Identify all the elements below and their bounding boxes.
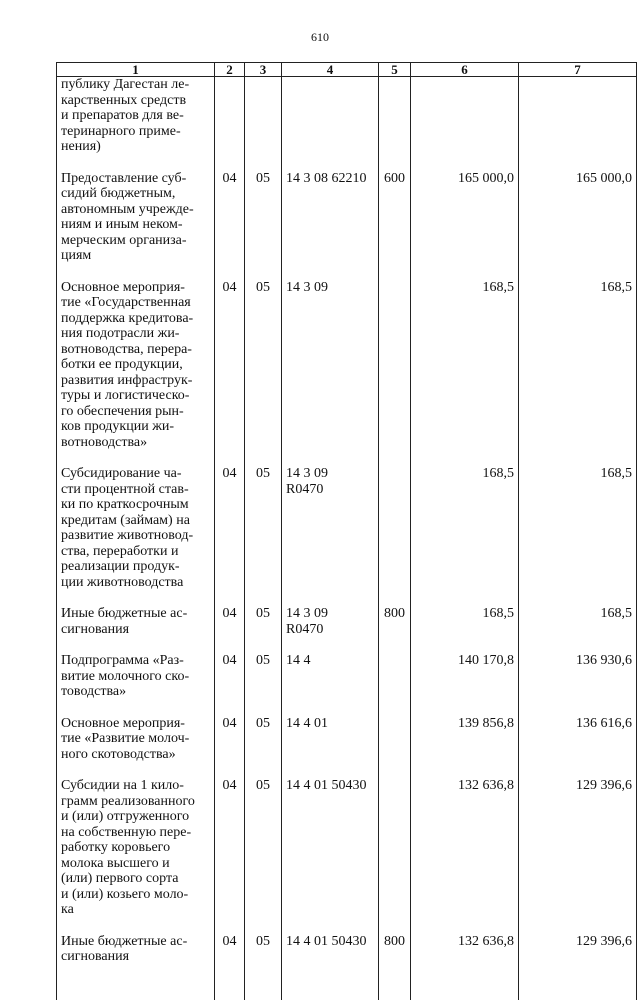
row-amount-1: 139 856,8 [411, 716, 519, 763]
row-name: Иные бюджетные ас- сигнования [57, 606, 215, 637]
column-header-2: 2 [215, 63, 245, 77]
row-amount-2: 136 616,6 [519, 716, 637, 763]
row-subsection: 05 [245, 280, 282, 451]
row-amount-1: 140 170,8 [411, 653, 519, 700]
row-name: Основное мероприя- тие «Развитие молоч- ного скотоводства» [57, 716, 215, 763]
row-expense-type [379, 716, 411, 763]
row-amount-1: 132 636,8 [411, 934, 519, 965]
row-subsection: 05 [245, 778, 282, 918]
row-spacer [57, 450, 637, 466]
row-amount-2: 129 396,6 [519, 934, 637, 965]
row-section: 04 [215, 778, 245, 918]
row-subsection: 05 [245, 606, 282, 637]
table-row [57, 716, 637, 763]
row-expense-type [379, 653, 411, 700]
row-name: Основное мероприя- тие «Государственная поддержка кредитова- ния подотрасли жи- вотноводства, перера- ботки ее продукции, развития инфраструк- туры и логистическо- го обеспечения рын- ков продукции жи- вотноводства» [57, 280, 215, 451]
row-name: Субсидирование ча- сти процентной став- ки по краткосрочным кредитам (займам) на развитие животновод- ства, переработки и реализации продук- ции животноводства [57, 466, 215, 590]
column-header-6: 6 [411, 63, 519, 77]
row-target-code: 14 4 01 50430 [282, 778, 379, 918]
table-row [57, 466, 637, 590]
row-name: публику Дагестан ле- карственных средств и препаратов для ве- теринарного приме- нения) [57, 77, 215, 155]
row-spacer [57, 264, 637, 280]
row-amount-2: 168,5 [519, 280, 637, 451]
row-section: 04 [215, 716, 245, 763]
row-amount-1: 165 000,0 [411, 171, 519, 264]
row-subsection [245, 77, 282, 155]
column-header-5: 5 [379, 63, 411, 77]
row-section: 04 [215, 653, 245, 700]
table-row [57, 77, 637, 155]
row-section: 04 [215, 171, 245, 264]
table-row [57, 606, 637, 637]
page-number: 610 [311, 30, 329, 44]
row-expense-type [379, 778, 411, 918]
row-target-code: 14 3 09 R0470 [282, 466, 379, 590]
row-amount-1: 132 636,8 [411, 778, 519, 918]
table-row [57, 934, 637, 965]
row-amount-2: 165 000,0 [519, 171, 637, 264]
row-expense-type: 600 [379, 171, 411, 264]
row-section: 04 [215, 934, 245, 965]
row-expense-type [379, 466, 411, 590]
row-target-code: 14 4 01 [282, 716, 379, 763]
row-target-code: 14 3 08 62210 [282, 171, 379, 264]
row-subsection: 05 [245, 466, 282, 590]
row-spacer [57, 762, 637, 778]
row-expense-type: 800 [379, 934, 411, 965]
column-header-1: 1 [57, 63, 215, 77]
table-row [57, 171, 637, 264]
row-target-code: 14 4 01 50430 [282, 934, 379, 965]
row-spacer [57, 155, 637, 171]
row-spacer [57, 965, 637, 1000]
row-amount-1 [411, 77, 519, 155]
header-row [57, 63, 637, 77]
row-target-code: 14 3 09 R0470 [282, 606, 379, 637]
table-row [57, 280, 637, 451]
row-expense-type [379, 280, 411, 451]
row-subsection: 05 [245, 171, 282, 264]
row-name: Предоставление суб- сидий бюджетным, автономным учрежде- ниям и иным неком- мерческим организа- циям [57, 171, 215, 264]
row-amount-1: 168,5 [411, 280, 519, 451]
row-subsection: 05 [245, 653, 282, 700]
row-subsection: 05 [245, 934, 282, 965]
row-spacer [57, 700, 637, 716]
row-amount-1: 168,5 [411, 466, 519, 590]
column-header-7: 7 [519, 63, 637, 77]
table-row [57, 778, 637, 918]
row-spacer [57, 637, 637, 653]
row-spacer [57, 590, 637, 606]
row-expense-type: 800 [379, 606, 411, 637]
row-amount-2: 168,5 [519, 466, 637, 590]
row-name: Подпрограмма «Раз- витие молочного ско- товодства» [57, 653, 215, 700]
row-amount-1: 168,5 [411, 606, 519, 637]
row-target-code: 14 3 09 [282, 280, 379, 451]
column-header-4: 4 [282, 63, 379, 77]
column-header-3: 3 [245, 63, 282, 77]
row-section: 04 [215, 280, 245, 451]
table-row [57, 653, 637, 700]
row-name: Иные бюджетные ас- сигнования [57, 934, 215, 965]
row-target-code: 14 4 [282, 653, 379, 700]
budget-table [56, 62, 637, 1000]
row-amount-2: 136 930,6 [519, 653, 637, 700]
row-amount-2 [519, 77, 637, 155]
row-target-code [282, 77, 379, 155]
row-amount-2: 129 396,6 [519, 778, 637, 918]
row-section [215, 77, 245, 155]
row-spacer [57, 918, 637, 934]
row-amount-2: 168,5 [519, 606, 637, 637]
row-section: 04 [215, 606, 245, 637]
row-expense-type [379, 77, 411, 155]
row-name: Субсидии на 1 кило- грамм реализованного и (или) отгруженного на собственную пере- работку коровьего молока высшего и (или) первого сорта и (или) козьего моло- ка [57, 778, 215, 918]
row-section: 04 [215, 466, 245, 590]
row-subsection: 05 [245, 716, 282, 763]
